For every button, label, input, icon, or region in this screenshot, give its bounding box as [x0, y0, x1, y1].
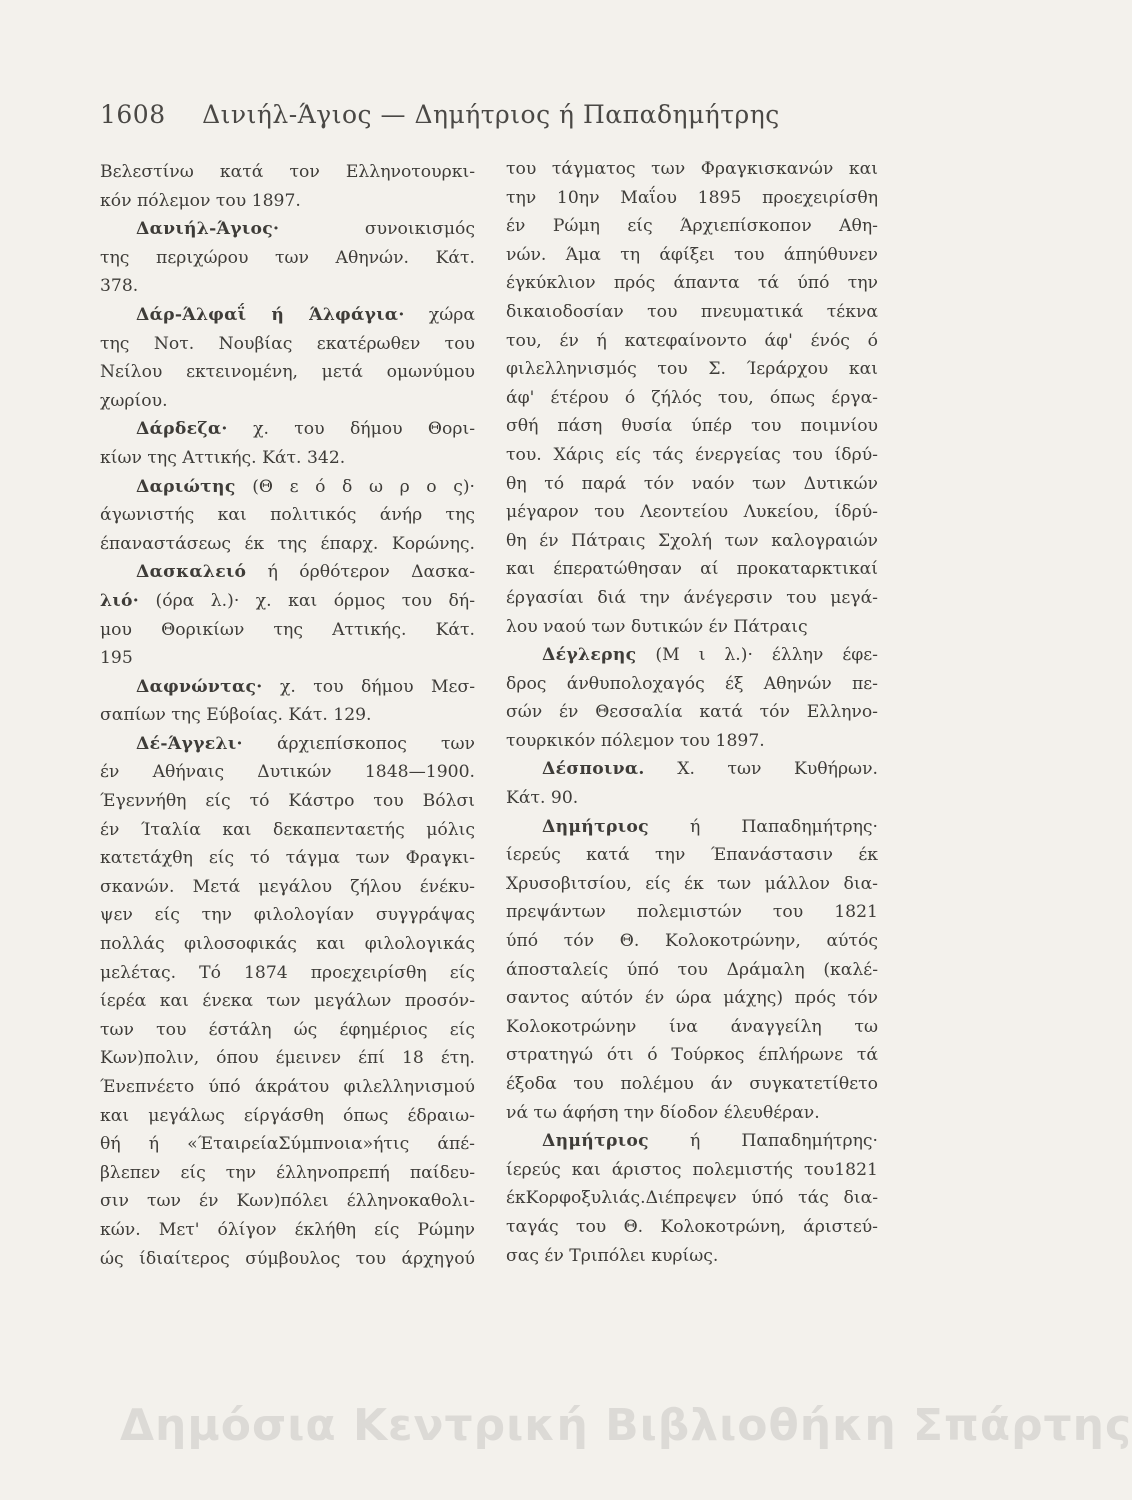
- entry-text: Χρυσοβιτσίου, είς έκ των μάλλον δια-: [506, 873, 878, 894]
- entry-text: Ένεπνέετο ύπό άκράτου φιλελληνισμού: [100, 1077, 475, 1097]
- entry-text: κατετάχθη είς τό τάγμα των Φραγκι-: [100, 848, 475, 869]
- text-line: [506, 327, 878, 356]
- entry-text: 195: [100, 648, 133, 669]
- text-line: [100, 415, 475, 444]
- entry-text: 378.: [100, 276, 139, 297]
- text-line: [506, 584, 878, 613]
- entry-text: σιν των έν Κων)πόλει έλληνοκαθολι-: [100, 1191, 475, 1212]
- text-line: [506, 527, 878, 556]
- text-line: [100, 387, 475, 416]
- entry-text: Χ. των Κυθήρων.: [677, 759, 878, 780]
- text-line: [506, 269, 878, 298]
- text-line: [506, 956, 878, 985]
- text-line: [100, 244, 475, 273]
- text-line: [100, 1016, 475, 1045]
- entry-headword: Δέ-Άγγελι·: [136, 733, 243, 754]
- entry-text: του. Χάρις είς τάς ένεργείας του ίδρύ-: [506, 444, 878, 465]
- text-line: [100, 987, 475, 1016]
- entry-text: χώρα: [428, 304, 475, 325]
- text-line: [506, 498, 878, 527]
- entry-text: μέγαρον του Λεοντείου Λυκείου, ίδρύ-: [506, 502, 878, 523]
- text-line: [100, 158, 475, 187]
- library-watermark: Δημόσια Κεντρική Βιβλιοθήκη Σπάρτης: [120, 1400, 1132, 1451]
- text-line: [506, 412, 878, 441]
- entry-headword: Δάρδεζα·: [136, 419, 228, 440]
- entry-text: Έγεννήθη είς τό Κάστρο του Βόλσι: [100, 791, 475, 812]
- entry-text: ή Παπαδημήτρης·: [689, 1131, 879, 1152]
- entry-text: μελέτας. Τό 1874 προεχειρίσθη είς: [100, 962, 475, 983]
- entry-text: στρατηγώ ότι ό Τούρκος έπλήρωνε τά: [506, 1045, 878, 1066]
- text-line: [506, 384, 878, 413]
- entry-text: Κολοκοτρώνην ίνα άναγγείλη τω: [506, 1016, 878, 1037]
- text-line: [100, 644, 475, 673]
- entry-headword: Δέγλερης: [542, 645, 637, 666]
- text-line: [100, 1159, 475, 1188]
- text-line: [506, 984, 878, 1013]
- text-line: [506, 613, 878, 642]
- entry-text: σαπίων της Εύβοίας. Κάτ. 129.: [100, 705, 372, 726]
- text-line: [100, 1187, 475, 1216]
- text-line: [506, 355, 878, 384]
- text-line: [100, 730, 475, 759]
- text-line: [100, 301, 475, 330]
- entry-headword: Δημήτριος: [542, 1131, 649, 1152]
- text-line: [100, 187, 475, 216]
- entry-text: χ. του δήμου Θορι-: [253, 419, 475, 440]
- text-line: [506, 670, 878, 699]
- entry-text: ύπό τόν Θ. Κολοκοτρώνην, αύτός: [506, 931, 878, 952]
- entry-text: του, έν ή κατεφαίνοντο άφ' ένός ό: [506, 330, 878, 351]
- entry-text: ψεν είς την φιλολογίαν συγγράψας: [100, 905, 475, 926]
- entry-text: έν Ρώμη είς Άρχιεπίσκοπον Αθη-: [506, 216, 878, 237]
- entry-text: του τάγματος των Φραγκισκανών και: [506, 159, 878, 179]
- entry-headword: λιό·: [100, 590, 140, 611]
- text-line: [506, 1184, 878, 1213]
- entry-text: κών. Μετ' όλίγον έκλήθη είς Ρώμην: [100, 1219, 475, 1240]
- text-line: [506, 898, 878, 927]
- text-line: [506, 298, 878, 327]
- text-line: [100, 701, 475, 730]
- entry-text: ίερέα και ένεκα των μεγάλων προσόν-: [100, 991, 475, 1012]
- entry-text: ή όρθότερον Δασκα-: [267, 562, 476, 583]
- text-line: [100, 530, 475, 559]
- entry-text: χ. του δήμου Μεσ-: [279, 676, 476, 697]
- text-line: [506, 841, 878, 870]
- text-line: [506, 441, 878, 470]
- text-line: [506, 241, 878, 270]
- text-line: [506, 1127, 878, 1156]
- text-line: [100, 587, 475, 616]
- left-column: [100, 158, 475, 1273]
- running-title: Δινιήλ-Άγιος — Δημήτριος ή Παπαδημήτρης: [202, 100, 780, 129]
- entry-text: θη τό παρά τόν ναόν των Δυτικών: [506, 473, 878, 494]
- text-line: [506, 212, 878, 241]
- entry-text: άγωνιστής και πολιτικός άνήρ της: [100, 505, 475, 526]
- text-line: [100, 673, 475, 702]
- entry-text: μου Θορικίων της Αττικής. Κάτ.: [100, 619, 475, 640]
- entry-headword: Δάρ-Άλφαΐ ή Άλφάγια·: [136, 304, 405, 325]
- entry-text: σας έν Τριπόλει κυρίως.: [506, 1245, 719, 1266]
- entry-text: των του έστάλη ώς έφημέριος είς: [100, 1019, 475, 1040]
- entry-text: σαντος αύτόν έν ώρα μάχης) πρός τόν: [506, 988, 878, 1009]
- running-header: [100, 100, 800, 129]
- text-line: [506, 755, 878, 784]
- entry-text: έργασίαι διά την άνέγερσιν του μεγά-: [506, 587, 878, 608]
- entry-text: σκανών. Μετά μεγάλου ζήλου ένέκυ-: [100, 876, 475, 897]
- text-line: [100, 758, 475, 787]
- text-line: [506, 927, 878, 956]
- text-line: [100, 1245, 475, 1274]
- text-line: [100, 1044, 475, 1073]
- entry-text: έκΚορφοξυλιάς.Διέπρεψεν ύπό τάς δια-: [506, 1188, 878, 1209]
- text-line: [506, 784, 878, 813]
- entry-text: (Μ ι λ.)· έλλην έφε-: [655, 645, 878, 666]
- entry-text: (όρα λ.)· χ. και όρμος του δή-: [155, 590, 475, 611]
- entry-text: φιλελληνισμός του Σ. Ίεράρχου και: [506, 359, 878, 380]
- text-line: [100, 444, 475, 473]
- entry-text: έγκύκλιον πρός άπαντα τά ύπό την: [506, 273, 878, 294]
- text-line: [506, 813, 878, 842]
- entry-text: θη έν Πάτραις Σχολή των καλογραιών: [506, 530, 878, 551]
- text-line: [100, 1216, 475, 1245]
- text-line: [506, 155, 878, 184]
- entry-text: της Νοτ. Νουβίας εκατέρωθεν του: [100, 333, 475, 354]
- text-line: [100, 1073, 475, 1102]
- text-line: [506, 1041, 878, 1070]
- entry-text: έν Ίταλία και δεκαπενταετής μόλις: [100, 819, 475, 840]
- entry-text: τουρκικόν πόλεμον του 1897.: [506, 730, 765, 751]
- entry-text: σών έν Θεσσαλία κατά τόν Ελληνο-: [506, 702, 878, 723]
- entry-text: κίων της Αττικής. Κάτ. 342.: [100, 447, 346, 468]
- entry-headword: Δαφνώντας·: [136, 676, 263, 697]
- entry-text: πρεψάντων πολεμιστών του 1821: [506, 902, 878, 923]
- entry-text: Βελεστίνω κατά τον Ελληνοτουρκι-: [100, 162, 475, 182]
- text-line: [506, 1156, 878, 1185]
- right-column: [506, 155, 878, 1270]
- entry-text: ίερεύς και άριστος πολεμιστής του1821: [506, 1159, 878, 1180]
- entry-text: Κων)πολιν, όπου έμεινεν έπί 18 έτη.: [100, 1048, 475, 1069]
- entry-text: έξοδα του πολέμου άν συγκατετίθετο: [506, 1074, 878, 1094]
- text-line: [506, 727, 878, 756]
- entry-text: έπαναστάσεως έκ της έπαρχ. Κορώνης.: [100, 533, 475, 554]
- entry-text: άρχιεπίσκοπος των: [276, 733, 475, 754]
- text-line: [100, 901, 475, 930]
- text-line: [506, 1013, 878, 1042]
- entry-headword: Δανιήλ-Άγιος·: [136, 219, 280, 240]
- text-line: [506, 470, 878, 499]
- entry-text: δικαιοδοσίαν του πνευματικά τέκνα: [506, 301, 878, 322]
- text-line: [100, 844, 475, 873]
- text-line: [100, 787, 475, 816]
- entry-text: συνοικισμός: [364, 219, 475, 240]
- entry-text: δρος άνθυπολοχαγός έξ Αθηνών πε-: [506, 673, 878, 694]
- text-line: [100, 330, 475, 359]
- entry-text: κόν πόλεμον του 1897.: [100, 190, 301, 211]
- entry-text: της περιχώρου των Αθηνών. Κάτ.: [100, 247, 475, 268]
- text-line: [506, 698, 878, 727]
- text-line: [100, 215, 475, 244]
- entry-text: νά τω άφήση την δίοδον έλευθέραν.: [506, 1102, 820, 1123]
- text-line: [100, 930, 475, 959]
- text-line: [100, 358, 475, 387]
- text-line: [100, 816, 475, 845]
- page-number: 1608: [100, 100, 166, 129]
- text-line: [100, 959, 475, 988]
- entry-text: (Θ ε ό δ ω ρ ο ς)·: [252, 476, 475, 497]
- text-line: [506, 184, 878, 213]
- entry-text: νών. Άμα τη άφίξει του άπηύθυνεν: [506, 244, 878, 265]
- entry-text: χωρίου.: [100, 390, 168, 411]
- text-line: [506, 1070, 878, 1099]
- entry-headword: Δημήτριος: [542, 816, 649, 837]
- entry-headword: Δέσποινα.: [542, 759, 645, 780]
- entry-headword: Δαριώτης: [136, 476, 236, 497]
- entry-text: σθή πάση θυσία ύπέρ του ποιμνίου: [506, 416, 878, 437]
- text-line: [506, 1099, 878, 1128]
- text-line: [100, 272, 475, 301]
- entry-text: την 10ην Μαΐου 1895 προεχειρίσθη: [506, 187, 878, 208]
- entry-text: ίερεύς κατά την Έπανάστασιν έκ: [506, 845, 878, 866]
- entry-text: θή ή «ΈταιρείαΣύμπνοια»ήτις άπέ-: [100, 1134, 475, 1155]
- entry-text: και μεγάλως είργάσθη όπως έδραιω-: [100, 1105, 475, 1126]
- entry-text: λου ναού των δυτικών έν Πάτραις: [506, 616, 808, 637]
- entry-text: βλεπεν είς την έλληνοπρεπή παίδευ-: [100, 1162, 475, 1183]
- entry-text: Νείλου εκτεινομένη, μετά ομωνύμου: [100, 362, 475, 383]
- text-line: [506, 870, 878, 899]
- text-line: [100, 473, 475, 502]
- text-line: [100, 501, 475, 530]
- text-line: [506, 1213, 878, 1242]
- entry-headword: Δασκαλειό: [136, 562, 247, 583]
- entry-text: άποσταλείς ύπό του Δράμαλη (καλέ-: [506, 959, 878, 980]
- entry-text: και έπερατώθησαν αί προκαταρκτικαί: [506, 559, 878, 580]
- text-line: [506, 555, 878, 584]
- text-line: [506, 1242, 878, 1271]
- entry-text: πολλάς φιλοσοφικάς και φιλολογικάς: [100, 934, 475, 955]
- text-line: [100, 558, 475, 587]
- text-line: [100, 1130, 475, 1159]
- text-line: [100, 616, 475, 645]
- entry-text: Κάτ. 90.: [506, 788, 579, 809]
- entry-text: ταγάς του Θ. Κολοκοτρώνη, άριστεύ-: [506, 1216, 878, 1237]
- entry-text: ώς ίδιαίτερος σύμβουλος του άρχηγού: [100, 1248, 475, 1269]
- text-line: [100, 1102, 475, 1131]
- entry-text: έν Αθήναις Δυτικών 1848—1900.: [100, 762, 475, 783]
- entry-text: ή Παπαδημήτρης·: [689, 816, 879, 837]
- entry-text: άφ' έτέρου ό ζήλός του, όπως έργα-: [506, 387, 878, 408]
- text-line: [100, 873, 475, 902]
- text-line: [506, 641, 878, 670]
